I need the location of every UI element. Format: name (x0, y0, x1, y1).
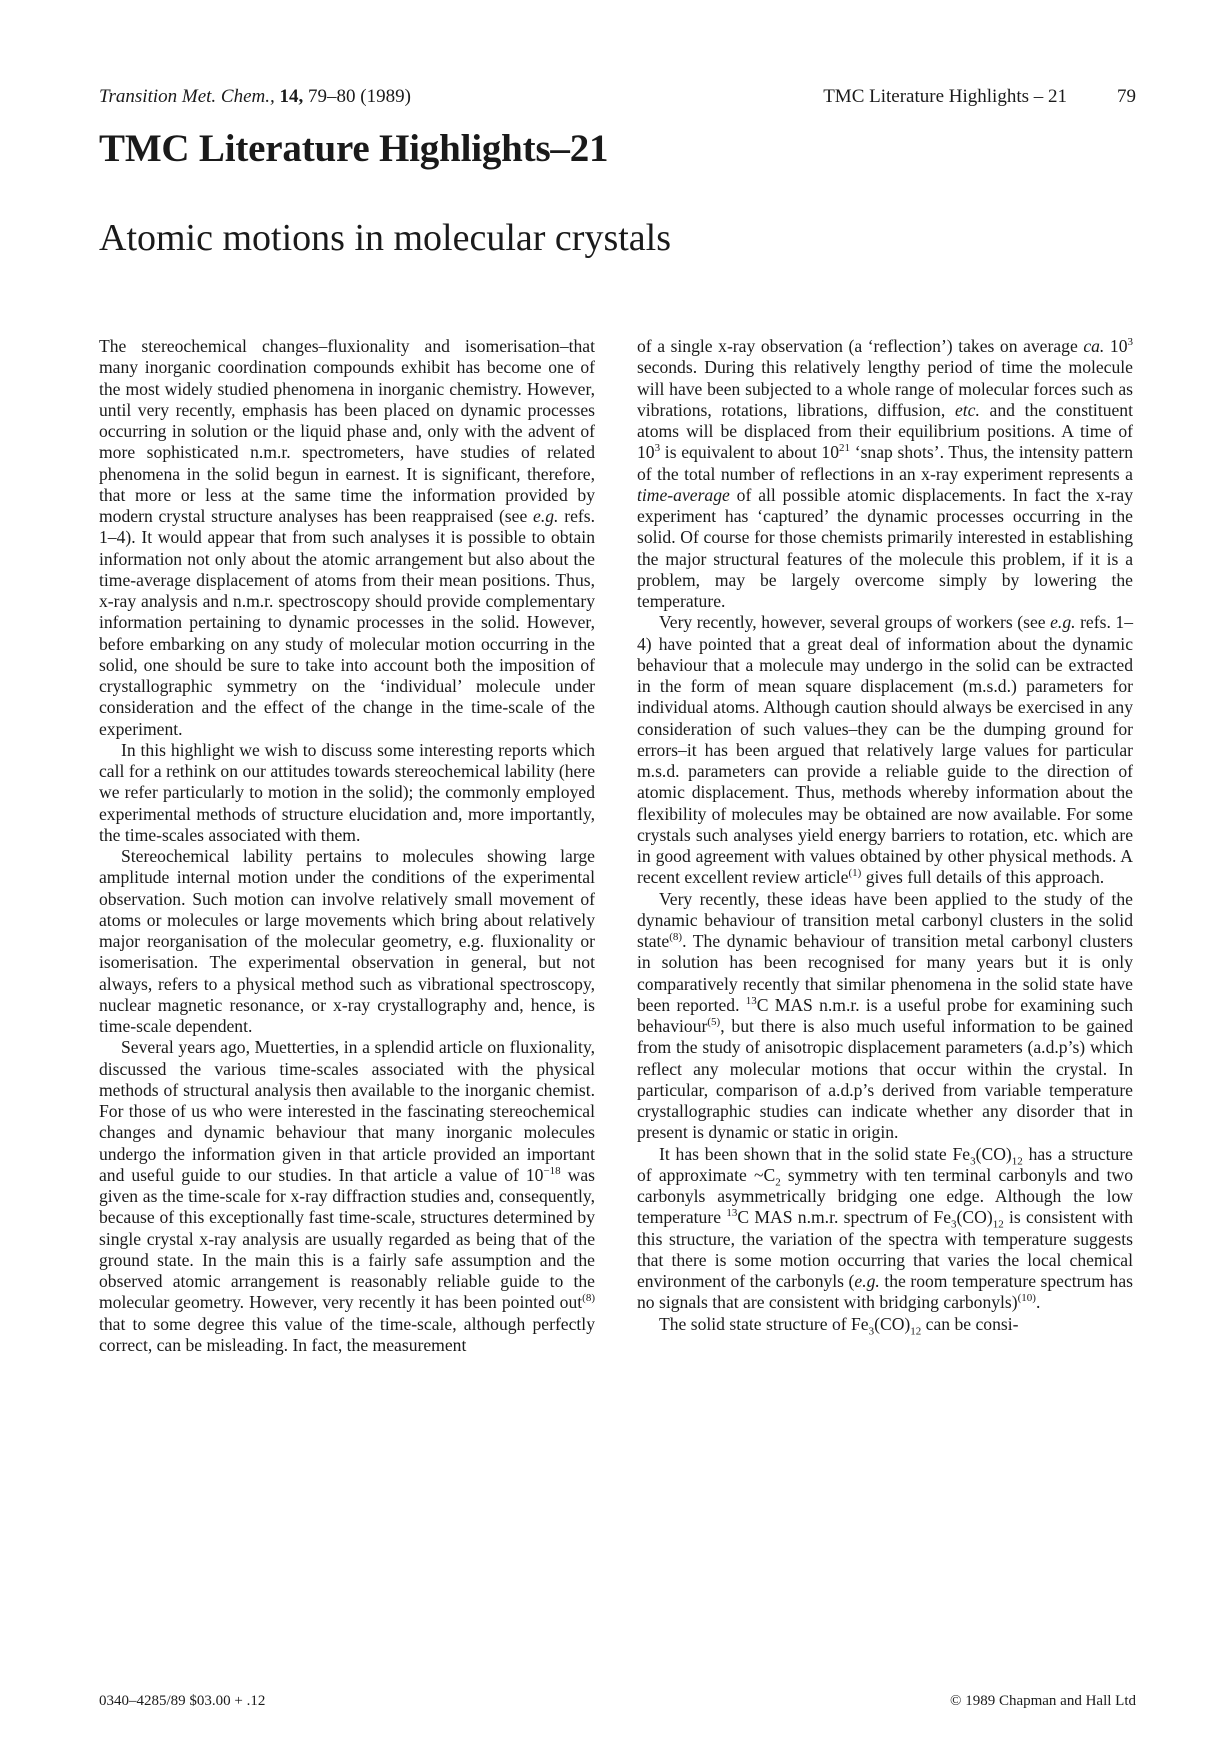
copyright: © 1989 Chapman and Hall Ltd (950, 1693, 1136, 1709)
running-title: TMC Literature Highlights – 21 (823, 86, 1067, 107)
text-run: The stereochemical changes–fluxionality and isomerisation–that many inorganic coordination compounds exhibit has become one of the most widely studied phenomena in inorganic chemistry. However, until very recently, emphasis has been placed on dynamic processes occurring in solution or the liquid phase and, only with the advent of more sophisticated n.m.r. spectrometers, have studies of related phenomena in the solid begun in earnest. It is significant, therefore, that more or less at the same time the information provided by modern crystal structure analyses has been reappraised (see (99, 336, 595, 526)
subscript: 12 (910, 1325, 922, 1338)
text-run: symmetry with ten terminal carbonyls and two carbonyls asymmetrically bridging one edge. Although the low temperature (637, 1164, 1134, 1228)
journal-pages-year: 79–80 (1989) (308, 86, 411, 107)
paragraph-5 (637, 336, 1133, 612)
italic-run: ca. (1083, 336, 1105, 356)
reference-marker: (8) (669, 931, 683, 944)
text-run: has a structure of approximate ~C (637, 1143, 1133, 1185)
text-run: was given as the time-scale for x-ray diffraction studies and, consequently, because of this exceptionally fast time-scale, structures determined by single crystal x-ray analysis are usually regarded as being that of the ground state. In the main this is a fairly safe assumption and the observed atomic arrangement is reasonably reliable guide to the molecular geometry. However, very recently it has been pointed out (99, 1164, 596, 1313)
text-run: the room temperature spectrum has no signals that are consistent with bridging carbonyls) (637, 1271, 1133, 1313)
text-run: of a single x-ray observation (a ‘reflection’) takes on average (637, 336, 1084, 356)
text-run: 10 (1104, 336, 1128, 356)
article-title: Atomic motions in molecular crystals (99, 217, 672, 259)
text-run: (CO) (975, 1143, 1012, 1164)
text-run: (CO) (956, 1207, 993, 1228)
paragraph-2: In this highlight we wish to discuss some interesting reports which call for a rethink on our attitudes towards stereochemical lability (here we refer particularly to motion in the solid); the commonly employed experimental methods of structure elucidation and, more importantly, the time-scales associated with them. (99, 739, 595, 845)
text-run: Several years ago, Muetterties, in a splendid article on fluxionality, discussed the various time-scales associated with the physical methods of structural analysis then available to the inorganic chemist. For those of us who were interested in the fascinating stereochemical changes and dynamic behaviour that many inorganic molecules undergo the information given in that article provided an important and useful guide to our studies. In that article a value of 10 (99, 1037, 595, 1185)
text-run: C MAS n.m.r. spectrum of Fe (737, 1207, 952, 1228)
price-code: 0340–4285/89 $03.00 + .12 (99, 1693, 266, 1709)
paragraph-1 (99, 336, 595, 740)
text-run: C MAS n.m.r. is a useful probe for examining such behaviour (637, 994, 1133, 1036)
text-run: Very recently, these ideas have been applied to the study of the dynamic behaviour of transition metal carbonyl clusters in the solid state (637, 888, 1133, 951)
paragraph-4 (99, 1037, 595, 1356)
text-run: (CO) (874, 1313, 911, 1334)
text-run: gives full details of this approach. (861, 867, 1105, 888)
subscript: 3 (951, 1218, 957, 1231)
text-run: is consistent with this structure, the variation of the spectra with temperature suggests that there is some motion occurring that varies the local chemical environment of the carbonyls ( (637, 1207, 1133, 1291)
exponent: 21 (839, 442, 851, 455)
paragraph-6 (637, 612, 1133, 888)
reference-marker: (5) (707, 1016, 721, 1029)
text-run: refs. 1–4) have pointed that a great deal of information about the dynamic behaviour that a molecule may undergo in the solid can be extracted in the form of mean square displacement (m.s.d.) parameters for individual atoms. Although caution should always be exercised in any consideration of such values–they can be the dumping ground for errors–it has been argued that relatively large values for particular m.s.d. parameters can provide a reliable guide to the direction of atomic displacement. Thus, methods whereby information about the flexibility of molecules may be obtained are now available. For some crystals such analyses yield energy barriers to rotation, etc. which are in good agreement with values obtained by other physical methods. A recent excellent review article (637, 612, 1133, 888)
text-run: . The dynamic behaviour of transition metal carbonyl clusters in solution has been recognised for many years but it is only comparatively recently that similar phenomena in the solid state have been reported. (637, 931, 1133, 1015)
text-run: Very recently, however, several groups of workers (see (659, 612, 1051, 633)
italic-run: e.g. (1050, 612, 1076, 633)
reference-marker: (10) (1017, 1292, 1036, 1305)
paragraph-3: Stereochemical lability pertains to molecules showing large amplitude internal motion under the conditions of the experimental observation. Such motion can involve relatively small movement of atoms or molecules or large movements which bring about relatively major reorganisation of the molecular geometry, e.g. fluxionality or isomerisation. The experimental observation in general, but not always, refers to a physical method such as vibrational spectroscopy, nuclear magnetic resonance, or x-ray crystallography and, hence, is time-scale dependent. (99, 846, 595, 1036)
left-column (99, 336, 595, 1356)
exponent: −18 (543, 1164, 561, 1177)
reference-marker: (8) (582, 1292, 595, 1305)
paragraph-8 (637, 1144, 1133, 1314)
exponent: 3 (1127, 336, 1133, 349)
italic-run: time-average (637, 484, 730, 505)
italic-run: etc. (954, 399, 980, 420)
isotope-mass: 13 (726, 1207, 738, 1220)
text-run: The solid state structure of Fe (659, 1313, 869, 1334)
italic-run: e.g. (854, 1271, 880, 1291)
text-run: ‘snap shots’. Thus, the intensity pattern of the total number of reflections in an x-ray experiment represents a (637, 442, 1134, 484)
running-header (823, 86, 1136, 108)
subscript: 3 (868, 1325, 875, 1338)
subscript: 12 (1011, 1155, 1023, 1168)
right-column (637, 336, 1134, 1338)
text-run: , but there is also much useful information to be gained from the study of anisotropic displacement parameters (a.d.p’s) which reflect any molecular motions that occur within the crystal. In particular, comparison of a.d.p’s derived from variable temperature crystallographic studies can indicate whether any disorder that in present is dynamic or static in origin. (637, 1016, 1133, 1143)
italic-run: e.g. (533, 506, 559, 526)
paragraph-7 (637, 889, 1133, 1144)
subscript: 3 (970, 1155, 976, 1168)
reference-marker: (1) (848, 867, 862, 880)
paragraph-9 (637, 1313, 1133, 1338)
text-run: is equivalent to about 10 (660, 442, 840, 463)
page-number: 79 (1117, 86, 1136, 107)
journal-name: Transition Met. Chem., (99, 86, 275, 107)
text-run: can be consi- (921, 1313, 1019, 1334)
text-run: of all possible atomic displacements. In fact the x-ray experiment has ‘captured’ the dynamic processes occurring in the solid. Of course for those chemists primarily interested in establishing the major structural features of the molecule this problem, if it is a problem, may be largely overcome simply by lowering the temperature. (637, 484, 1133, 611)
journal-volume: 14, (279, 86, 304, 107)
text-run: It has been shown that in the solid state Fe (659, 1143, 971, 1164)
journal-citation (99, 86, 411, 108)
text-run: that to some degree this value of the time-scale, although perfectly correct, can be misleading. In fact, the measurement (99, 1313, 595, 1355)
series-title: TMC Literature Highlights–21 (99, 127, 609, 170)
isotope-mass: 13 (745, 994, 757, 1007)
exponent: 3 (654, 442, 661, 455)
text-run: and the constituent atoms will be displaced from their equilibrium positions. A time of 10 (637, 399, 1133, 463)
text-run: . (1035, 1292, 1041, 1313)
text-run: refs. 1–4). It would appear that from such analyses it is possible to obtain information not only about the atomic arrangement but also about the time-average displacement of atoms from their mean positions. Thus, x-ray analysis and n.m.r. spectroscopy should provide complementary information pertaining to dynamic processes in the solid. However, before embarking on any study of molecular motion occurring in the solid, one should be sure to take into account both the imposition of crystallographic symmetry on the ‘individual’ molecule under consideration and the effect of the change in the time-scale of the experiment. (99, 506, 595, 739)
text-run: seconds. During this relatively lengthy period of time the molecule will have been subjected to a whole range of molecular forces such as vibrations, rotations, librations, diffusion, (637, 357, 1133, 420)
subscript: 2 (775, 1176, 781, 1189)
subscript: 12 (992, 1218, 1004, 1231)
